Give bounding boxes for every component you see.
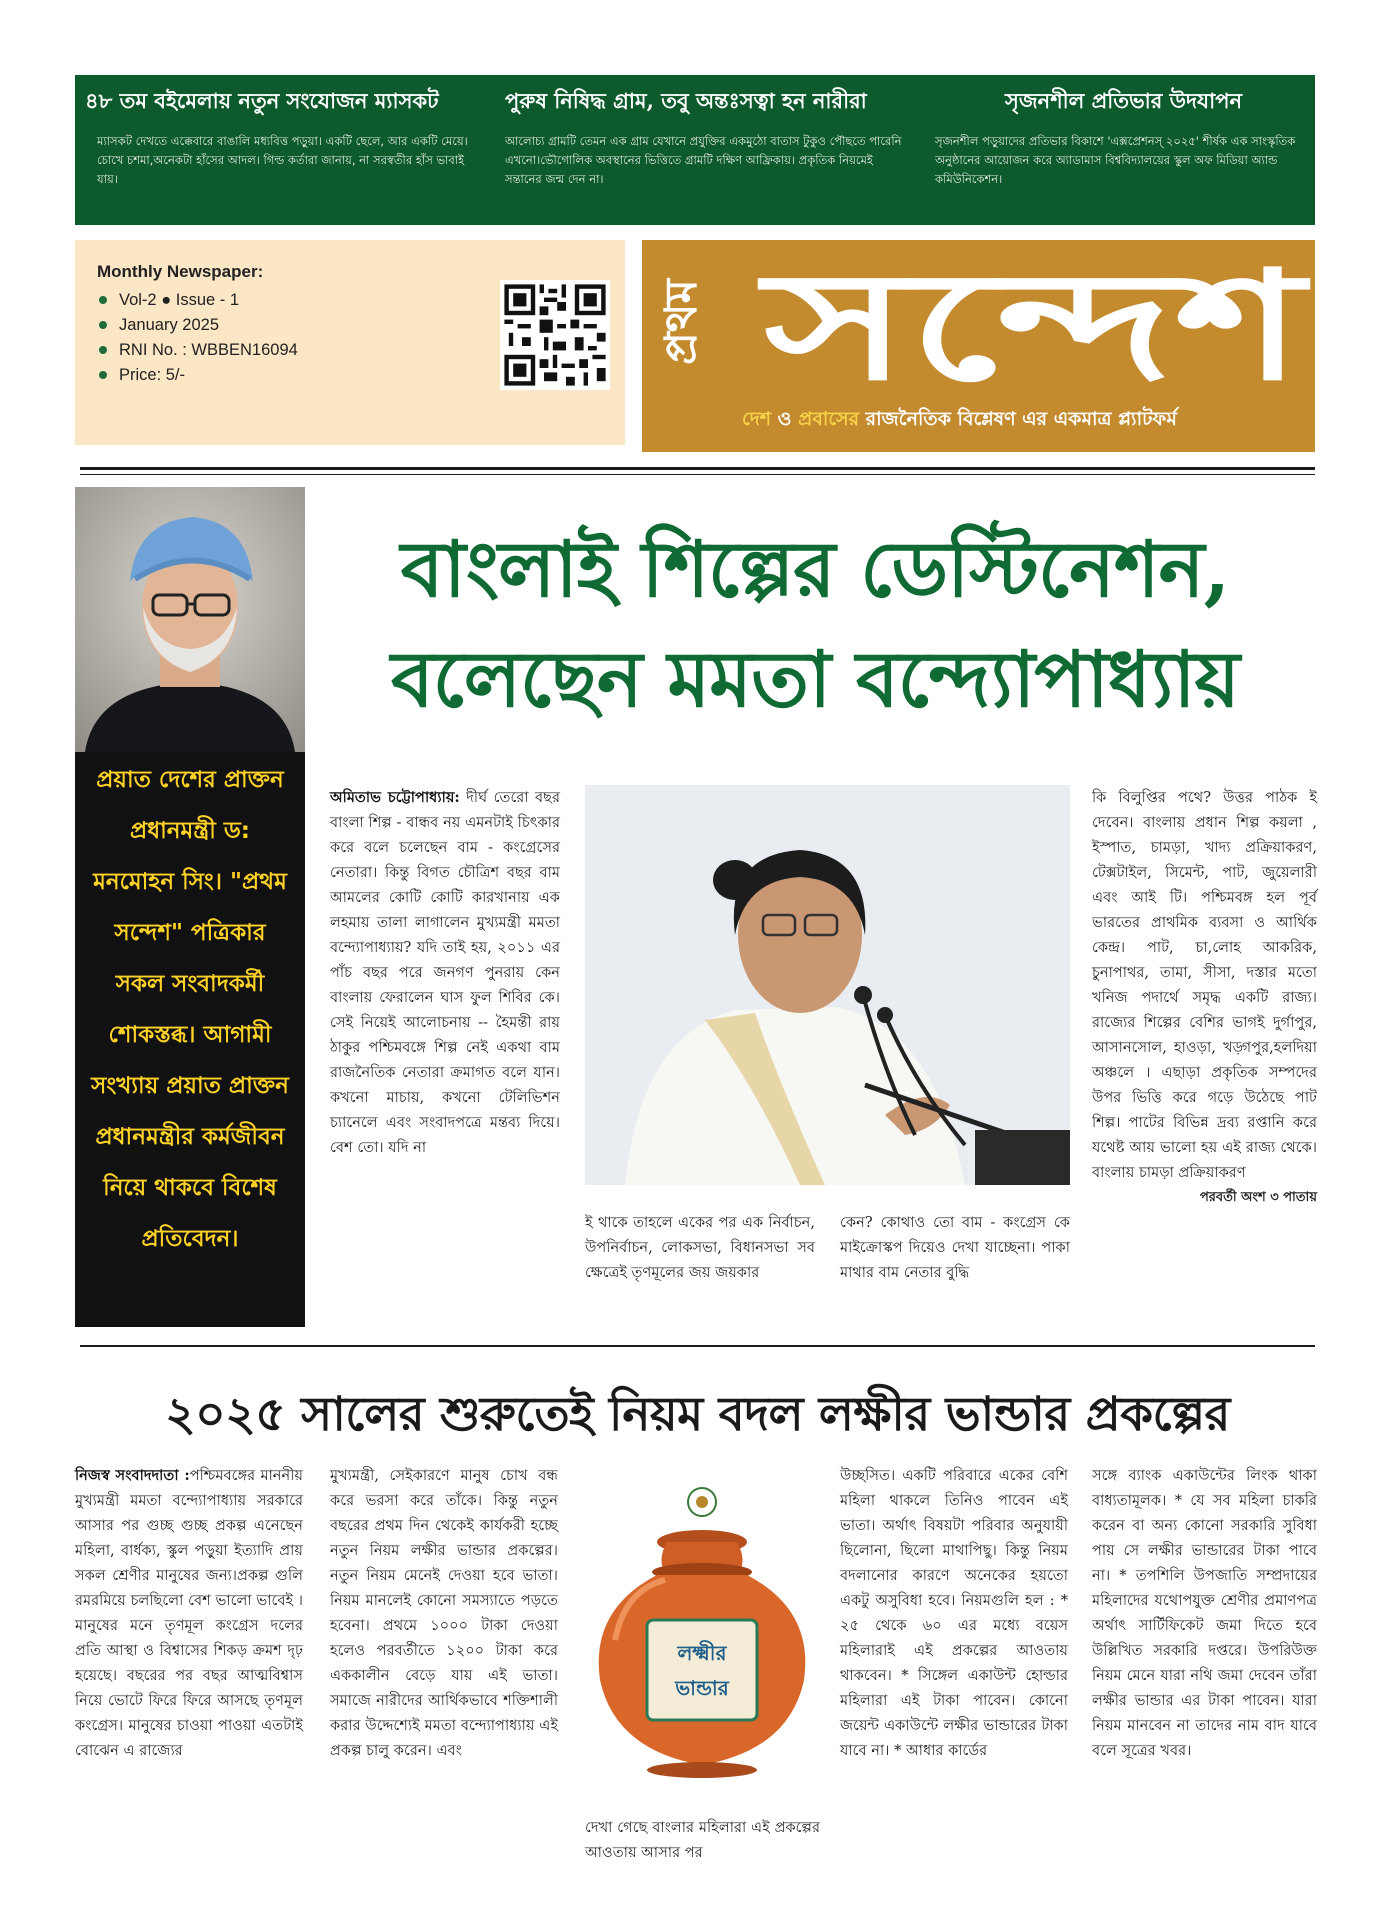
top-story-summary: সৃজনশীল পড়ুয়াদের প্রতিভার বিকাশে 'এক্সপ্রেশনস্ ২০২৫' শীর্ষক এক সাংস্কৃতিক অনুষ্ঠানের আয়োজন করে অ্যাডামাস বিশ্ববিদ্যালয়ের স্কুল অফ মিডিয়া অ্যান্ড কমিউনিকেশন। [935,134,1296,186]
portrait-photo [75,487,305,752]
issue-detail: RNI No. : WBBEN16094 [97,338,298,363]
logo-mark [642,240,1315,405]
qr-code-icon [500,280,610,390]
top-story-3[interactable] [935,75,1305,225]
issue-detail: Vol-2 ● Issue - 1 [97,288,298,313]
issue-info-box [75,240,625,445]
top-story-title[interactable]: ৪৮ তম বইমেলায় নতুন সংযোজন ম্যাসকট [85,88,439,113]
leader-photo [585,785,1070,1185]
lead-column-2b: কেন? কোথাও তো বাম - কংগ্রেস কে মাইক্রোস্কপ দিয়েও দেখা যাচ্ছেনা। পাকা মাথার বাম নেতার বুদ্ধি [840,1214,1070,1281]
second-column-1: নিজস্ব সংবাদদাতা :পশ্চিমবঙ্গের মাননীয় মুখ্যমন্ত্রী মমতা বন্দ্যোপাধ্যায় সরকারে আসার পর গুচ্ছ গুচ্ছ প্রকল্প এনেছেন মহিলা, বার্ধক্য, স্কুল পড়ুয়া ইত্যাদি প্রায় সকল শ্রেণীর মানুষের জন্য।প্রকল্প গুলি রমরমিয়ে চলছিলো বেশ ভালো ভাবেই । মানুষের মনে তৃণমূল কংগ্রেস দলের প্রতি আস্থা ও বিশ্বাসের শিকড় ক্রমশ দৃঢ় হয়েছে। বছরের পর বছর আত্মবিশ্বাস নিয়ে ভোটে ফিরে ফিরে আসছে তৃণমূল কংগ্রেস। মানুষের চাওয়া পাওয়া এতটাই বোঝেন এ রাজ্যের [75,1467,303,1759]
lead-column-3: কি বিলুপ্তির পথে? উত্তর পাঠক ই দেবেন। বাংলায় প্রধান শিল্প কয়লা , ইস্পাত, চামড়া, খাদ্য প্রক্রিয়াকরণ, টেক্সটাইল, সিমেন্ট, পাট, জুয়েলারী এবং আই টি। পশ্চিমবঙ্গ হল পূর্ব ভারতের প্রাথমিক ব্যবসা ও আর্থিক কেন্দ্র। পাট, চা,লোহ আকরিক, চুনাপাথর, তামা, সীসা, দস্তার মতো খনিজ পদার্থে সমৃদ্ধ একটি রাজ্য। রাজ্যের শিল্পের বেশির ভাগই দুর্গাপুর, আসানসোল, হাওড়া, খড়্গপুর,হলদিয়া অঞ্চলে । এছাড়া প্রকৃতিক সম্পদের উপর ভিত্তি করে গড়ে উঠেছে পাট শিল্প। পাটের বিভিন্ন দ্রব্য রপ্তানি করে যথেষ্ট আয় ভালো হয় এই রাজ্য থেকে। বাংলায় চামড়া প্রক্রিয়াকরণ পরবর্তী অংশ ৩ পাতায় [1092,785,1317,1210]
lead-photo [585,785,1070,1185]
issue-detail: Price: 5/- [97,363,298,388]
byline: নিজস্ব সংবাদদাতা : [75,1467,190,1484]
second-column-5: সঙ্গে ব্যাংক একাউন্টের লিংক থাকা বাধ্যতামূলক। * যে সব মহিলা চাকরি করেন বা অন্য কোনো সরকারি সুবিধা পায় সে লক্ষীর ভান্ডারের টাকা পাবে না। * তপশিলি উপজাতি সম্প্রদায়ের মহিলাদের যথোপযুক্ত শ্রেণীর প্রমাণপত্র অর্থাৎ সার্টিফিকেট জমা দিতে হবে উল্লিখিত সরকারি দপ্তরে। উপরিউক্ত নিয়ম মেনে যারা নথি জমা দেবেন তাঁরা লক্ষীর ভান্ডার এর টাকা পাবেন। যারা নিয়ম মানবেন না তাদের নাম বাদ যাবে বলে সূত্রের খবর। [1092,1467,1317,1759]
lead-headline[interactable] [320,515,1310,735]
logo-name: সন্দেশ [756,240,1312,405]
bullet-icon [99,371,107,379]
lakshmir-bhandar-illustration [585,1480,820,1790]
top-story-summary: ম্যাসকট দেখতে এক্কেবারে বাঙালি মধ্যবিত্ত পড়ুয়া। একটি ছেলে, আর একটি মেয়ে। চোখে চশমা,অনেকটা হাঁসের আদল। গিল্ড কর্তারা জানায়, না সরস্বতীর হাঁস ভাবাই যায়। [97,134,468,186]
bullet-icon [99,346,107,354]
tribute-sidebar [75,487,305,1327]
second-headline[interactable]: ২০২৫ সালের শুরুতেই নিয়ম বদল লক্ষীর ভান্ডার প্রকল্পের [165,1387,1230,1442]
top-story-summary: আলোচ্য গ্রামটি তেমন এক গ্রাম যেখানে প্রযুক্তির একমুঠো বাতাস টুকুও পৌছতে পারেনি এখনো।ভৌগোলিক অবস্থানের ভিত্তিতে গ্রামটি দক্ষিণ আফ্রিকায়। প্রকৃতিক নিয়মেই সন্তানের জন্ম দেন না। [505,134,902,186]
issue-detail: January 2025 [97,313,298,338]
logo-tagline: দেশ ও প্রবাসের রাজনৈতিক বিশ্লেষণ এর একমাত্র প্ল্যাটফর্ম [742,408,1177,430]
lead-column-1: অমিতাভ চট্টোপাধ্যায়: দীর্ঘ তেরো বছর বাংলা শিল্প - বান্ধব নয় এমনটাই চিৎকার করে বলে চলেছেন বাম - কংগ্রেসের নেতারা। কিন্তু বিগত চৌত্রিশ বছর বাম আমলের কোটি কোটি কারখানায় এক লহমায় তালা লাগালেন মুখ্যমন্ত্রী মমতা বন্দ্যোপাধ্যায়? যদি তাই হয়, ২০১১ এর পাঁচ বছর পরে জনগণ পুনরায় কেন বাংলায় ফেরালেন ঘাস ফুল শিবির কে। সেই নিয়েই আলোচনায় -- হৈমন্তী রায় ঠাকুর পশ্চিমবঙ্গে শিল্প নেই একথা বাম রাজনৈতিক নেতারা ক্রমাগত বলে যান। কখনো মাচায়, কখনো টেলিভিশন চ্যানেলে এবং সংবাদপত্রে মন্তব্য দিয়ে। বেশ তো। যদি না [330,789,561,1156]
divider [80,474,1315,475]
issue-details-list [97,288,298,388]
second-column-4: উচ্ছসিত। একটি পরিবারে একের বেশি মহিলা থাকলে তিনিও পাবেন এই ভাতা। অর্থাৎ বিষয়টা পরিবার অনুযায়ী ছিলোনা, ছিলো মাথাপিছু। কিন্তু নিয়ম বদলানোর কারণে অনেকের হয়তো একটু অসুবিধা হবে। নিয়মগুলি হল : * ২৫ থেকে ৬০ এর মধ্যে বয়েস মহিলারাই এই প্রকল্পের আওতায় থাকবেন। * সিঙ্গেল একাউন্ট হোল্ডার মহিলারা এই টাকা পাবেন। কোনো জয়েন্ট একাউন্টে লক্ষীর ভান্ডারের টাকা যাবে না। * আধার কার্ডের [840,1467,1068,1759]
money-pot-icon [585,1480,820,1790]
pot-label: ভান্ডার [675,1676,729,1700]
info-title: Monthly Newspaper: [97,262,264,281]
newspaper-logo[interactable] [642,240,1315,452]
obituary-note: প্রয়াত দেশের প্রাক্তন প্রধানমন্ত্রী ড: মনমোহন সিং। "প্রথম সন্দেশ" পত্রিকার সকল সংবাদকর্মী শোকস্তব্ধ। আগামী সংখ্যায় প্রয়াত প্রাক্তন প্রধানমন্ত্রীর কর্মজীবন নিয়ে থাকবে বিশেষ প্রতিবেদন। [91,767,289,1252]
byline: অমিতাভ চট্টোপাধ্যায়: [330,789,460,806]
headline-line: বলেছেন মমতা বন্দ্যোপাধ্যায় [391,635,1239,725]
lead-column-2a: ই থাকে তাহলে একের পর এক নির্বাচন, উপনির্বাচন, লোকসভা, বিধানসভা সব ক্ষেত্রেই তৃণমূলের জয় জয়কার [585,1214,815,1281]
top-story-title[interactable]: পুরুষ নিষিদ্ধ গ্রাম, তবু অন্তঃসত্বা হন নারীরা [505,88,867,113]
bullet-icon [99,296,107,304]
bullet-icon [99,321,107,329]
top-news-bar [75,75,1315,225]
second-column-3: দেখা গেছে বাংলার মহিলারা এই প্রকল্পের আওতায় আসার পর [585,1819,820,1861]
top-story-title[interactable]: সৃজনশীল প্রতিভার উদযাপন [1005,88,1242,113]
top-story-2[interactable] [505,75,905,225]
continued-note[interactable]: পরবর্তী অংশ ৩ পাতায় [1199,1190,1317,1205]
divider [80,1345,1315,1347]
top-story-1[interactable] [85,75,485,225]
qr-code[interactable] [500,280,610,390]
second-column-2: মুখ্যমন্ত্রী, সেইকারণে মানুষ চোখ বন্ধ করে ভরসা করে তাঁকে। কিন্তু নতুন বছরের প্রথম দিন থেকেই কার্যকরী হচ্ছে নতুন নিয়ম লক্ষীর ভান্ডার প্রকল্পের। নতুন নিয়ম মেনেই দেওয়া হবে ভাতা। নিয়ম মানলেই কোনো সমস্যাতে পড়তে হবেনা। প্রথমে ১০০০ টাকা দেওয়া হলেও পরবর্তীতে ১২০০ টাকা করে এককালীন বেড়ে যায় এই ভাতা। সমাজে নারীদের আর্থিকভাবে শক্তিশালী করার উদ্দেশ্যেই মমতা বন্দ্যোপাধ্যায় এই প্রকল্প চালু করেন। এবং [330,1467,558,1759]
divider [80,467,1315,470]
logo-prefix: প্রথম [656,279,707,365]
pot-label: লক্ষ্মীর [677,1641,727,1665]
headline-line: বাংলাই শিল্পের ডেস্টিনেশন, [400,525,1230,615]
